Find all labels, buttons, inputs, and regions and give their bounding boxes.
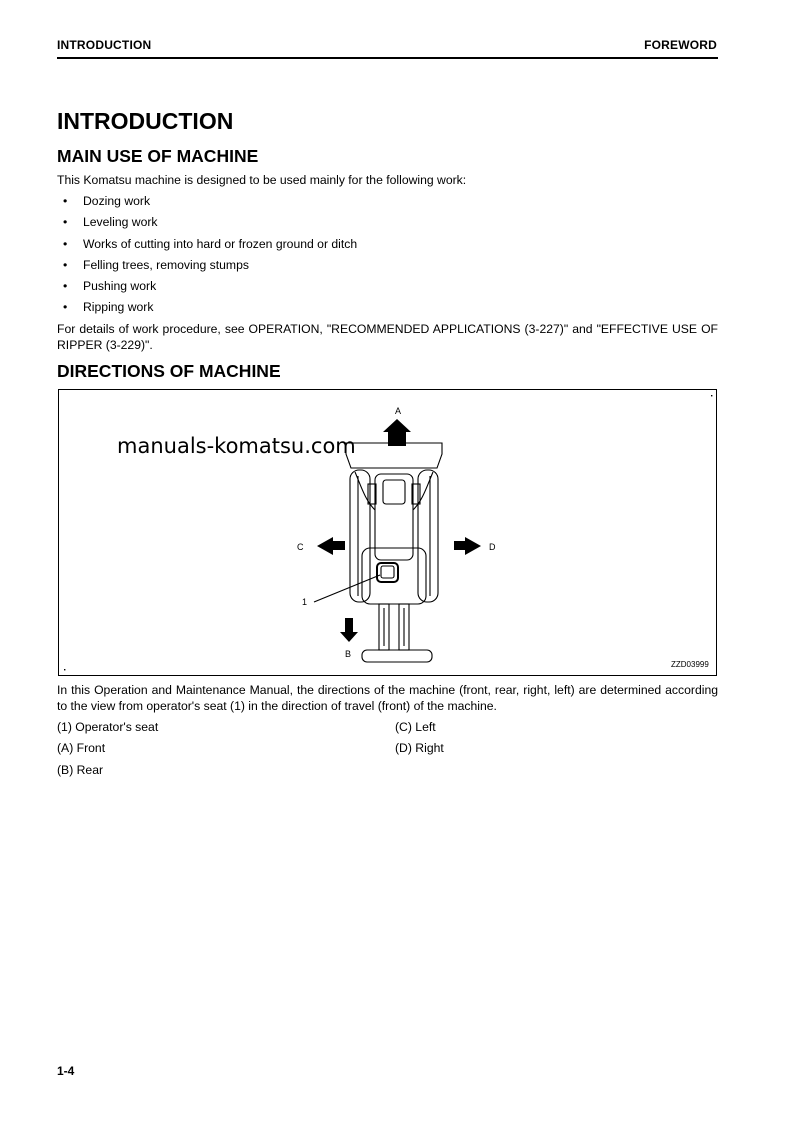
bullet-mark: • <box>63 279 68 294</box>
bullet-mark: • <box>63 215 68 230</box>
engine-hood <box>375 474 413 560</box>
seat-callout-label: 1 <box>302 597 308 607</box>
list-item: • Leveling work <box>63 215 158 230</box>
watermark-text: manuals-komatsu.com <box>117 434 356 458</box>
main-use-intro: This Komatsu machine is designed to be used mainly for the following work: <box>57 173 467 187</box>
directions-heading: DIRECTIONS OF MACHINE <box>57 361 281 381</box>
front-label: A <box>395 406 402 416</box>
work-list <box>57 192 357 320</box>
right-label: D <box>489 542 496 552</box>
work-procedure-reference: For details of work procedure, see OPERATION, "RECOMMENDED APPLICATIONS (3-227)" and "EFFECTIVE USE OF RIPPER (3-229)". <box>57 322 718 352</box>
header-chapter-title: FOREWORD <box>644 38 717 52</box>
right-arrow-icon <box>454 537 481 555</box>
rear-label: B <box>345 649 352 659</box>
legend-left: (C) Left <box>395 720 436 734</box>
left-label: C <box>297 542 304 552</box>
ripper-beam <box>362 650 432 662</box>
bullet-mark: • <box>63 236 68 251</box>
page-title: INTRODUCTION <box>57 108 234 134</box>
bullet-mark: • <box>63 194 68 208</box>
header-section-title: INTRODUCTION <box>57 38 152 52</box>
front-arrow-icon <box>383 419 411 446</box>
rear-arrow-icon <box>340 618 358 642</box>
left-arrow-icon <box>317 537 345 555</box>
legend-right: (D) Right <box>395 741 444 755</box>
figure-code: ZZD03999 <box>671 660 709 669</box>
left-track <box>350 470 370 602</box>
legend-rear: (B) Rear <box>57 763 104 777</box>
directions-description: In this Operation and Maintenance Manual, the directions of the machine (front, rear, right, left) are determined according to the view from operator's seat (1) in the direction of travel (front) of the machine. <box>57 683 718 713</box>
legend-front: (A) Front <box>57 741 106 755</box>
bullet-mark: • <box>63 300 68 315</box>
right-track <box>418 470 438 602</box>
main-use-heading: MAIN USE OF MACHINE <box>57 146 259 166</box>
legend-operator-seat: (1) Operator's seat <box>57 720 159 734</box>
bullet-mark: • <box>63 257 68 272</box>
list-item: • Ripping work <box>63 300 154 315</box>
page-number: 1-4 <box>57 1064 75 1078</box>
machine-directions-figure <box>58 389 717 676</box>
list-item: • Pushing work <box>63 279 157 294</box>
list-item: • Works of cutting into hard or frozen ground or ditch <box>63 236 358 251</box>
header-rule <box>57 57 718 59</box>
list-item: • Dozing work <box>63 194 151 208</box>
list-item: • Felling trees, removing stumps <box>63 257 249 272</box>
blade-outline <box>346 443 442 468</box>
